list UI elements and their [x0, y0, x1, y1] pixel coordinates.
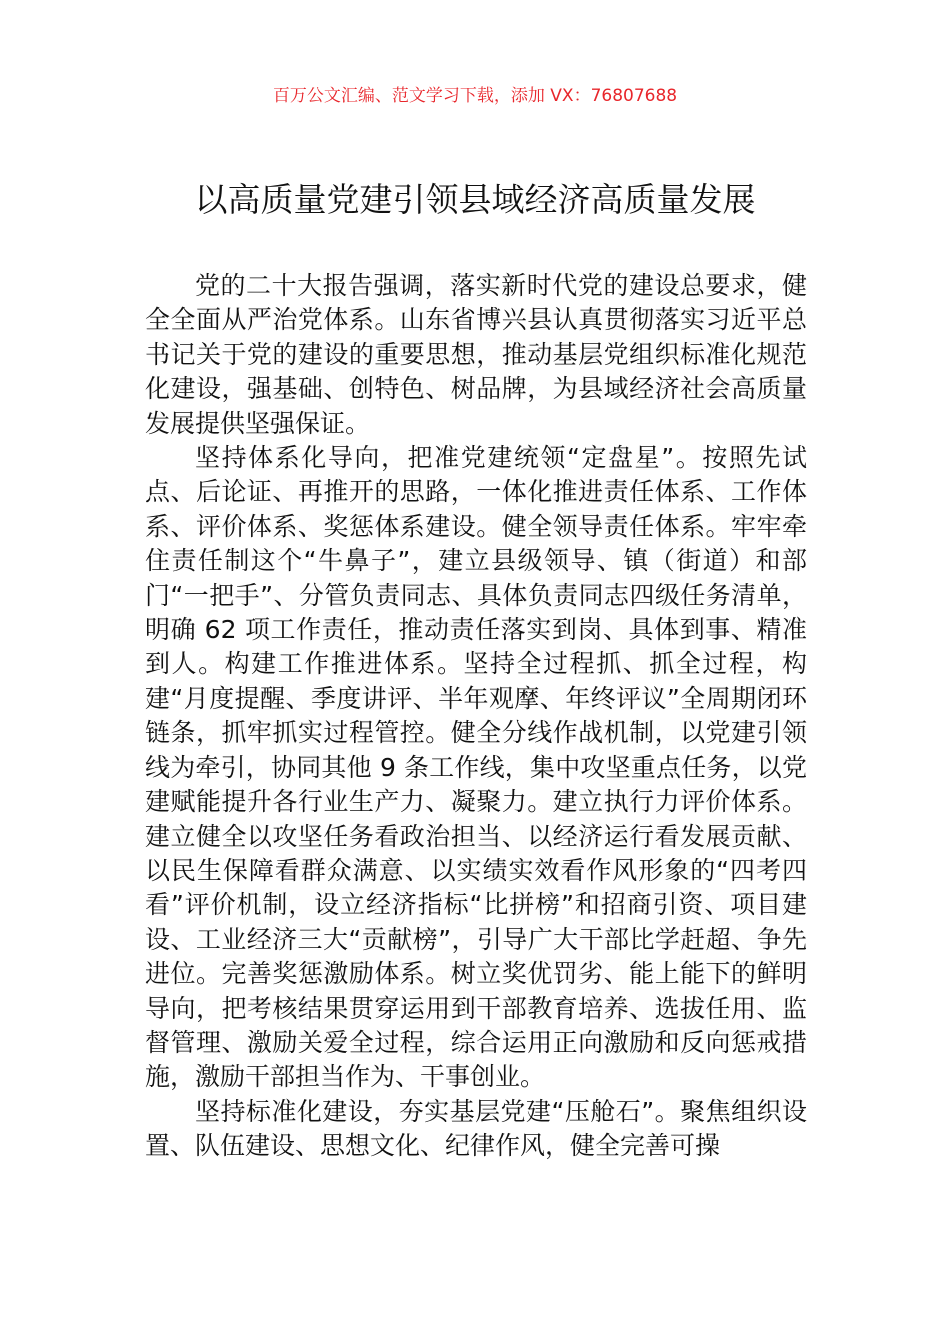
paragraph-standardization: 坚持标准化建设，夯实基层党建“压舱石”。聚焦组织设置、队伍建设、思想文化、纪律作风，健全完善可操 — [145, 1096, 807, 1161]
paragraph-system-orientation: 坚持体系化导向，把准党建统领“定盘星”。按照先试点、后论证、再推开的思路，一体化推进责任体系、工作体系、评价体系、奖惩体系建设。健全领导责任体系。牢牢牵住责任制这个“牛鼻子”，建立县级领导、镇（街道）和部门“一把手”、分管负责同志、具体负责同志四级任务清单，明确 62 项工作责任，推动责任落实到岗、具体到事、精准到人。构建工作推进体系。坚持全过程抓、抓全过程，构建“月度提醒、季度讲评、半年观摩、年终评议”全周期闭环链条，抓牢抓实过程管控。健全分线作战机制，以党建引领线为牵引，协同其他 9 条工作线，集中攻坚重点任务，以党建赋能提升各行业生产力、凝聚力。建立执行力评价体系。建立健全以攻坚任务看政治担当、以经济运行看发展贡献、以民生保障看群众满意、以实绩实效看作风形象的“四考四看”评价机制，设立经济指标“比拼榜”和招商引资、项目建设、工业经济三大“贡献榜”，引导广大干部比学赶超、争先进位。完善奖惩激励体系。树立奖优罚劣、能上能下的鲜明导向，把考核结果贯穿运用到干部教育培养、选拔任用、监督管理、激励关爱全过程，综合运用正向激励和反向惩戒措施，激励干部担当作为、干事创业。 — [145, 443, 807, 1092]
document-title: 以高质量党建引领县域经济高质量发展 — [194, 180, 756, 219]
document-body — [145, 269, 807, 1164]
watermark-header: 百万公文汇编、范文学习下载，添加 VX：76807688 — [272, 86, 678, 106]
paragraph-intro: 党的二十大报告强调，落实新时代党的建设总要求，健全全面从严治党体系。山东省博兴县认真贯彻落实习近平总书记关于党的建设的重要思想，推动基层党组织标准化规范化建设，强基础、创特色、树品牌，为县域经济社会高质量发展提供坚强保证。 — [145, 271, 807, 438]
